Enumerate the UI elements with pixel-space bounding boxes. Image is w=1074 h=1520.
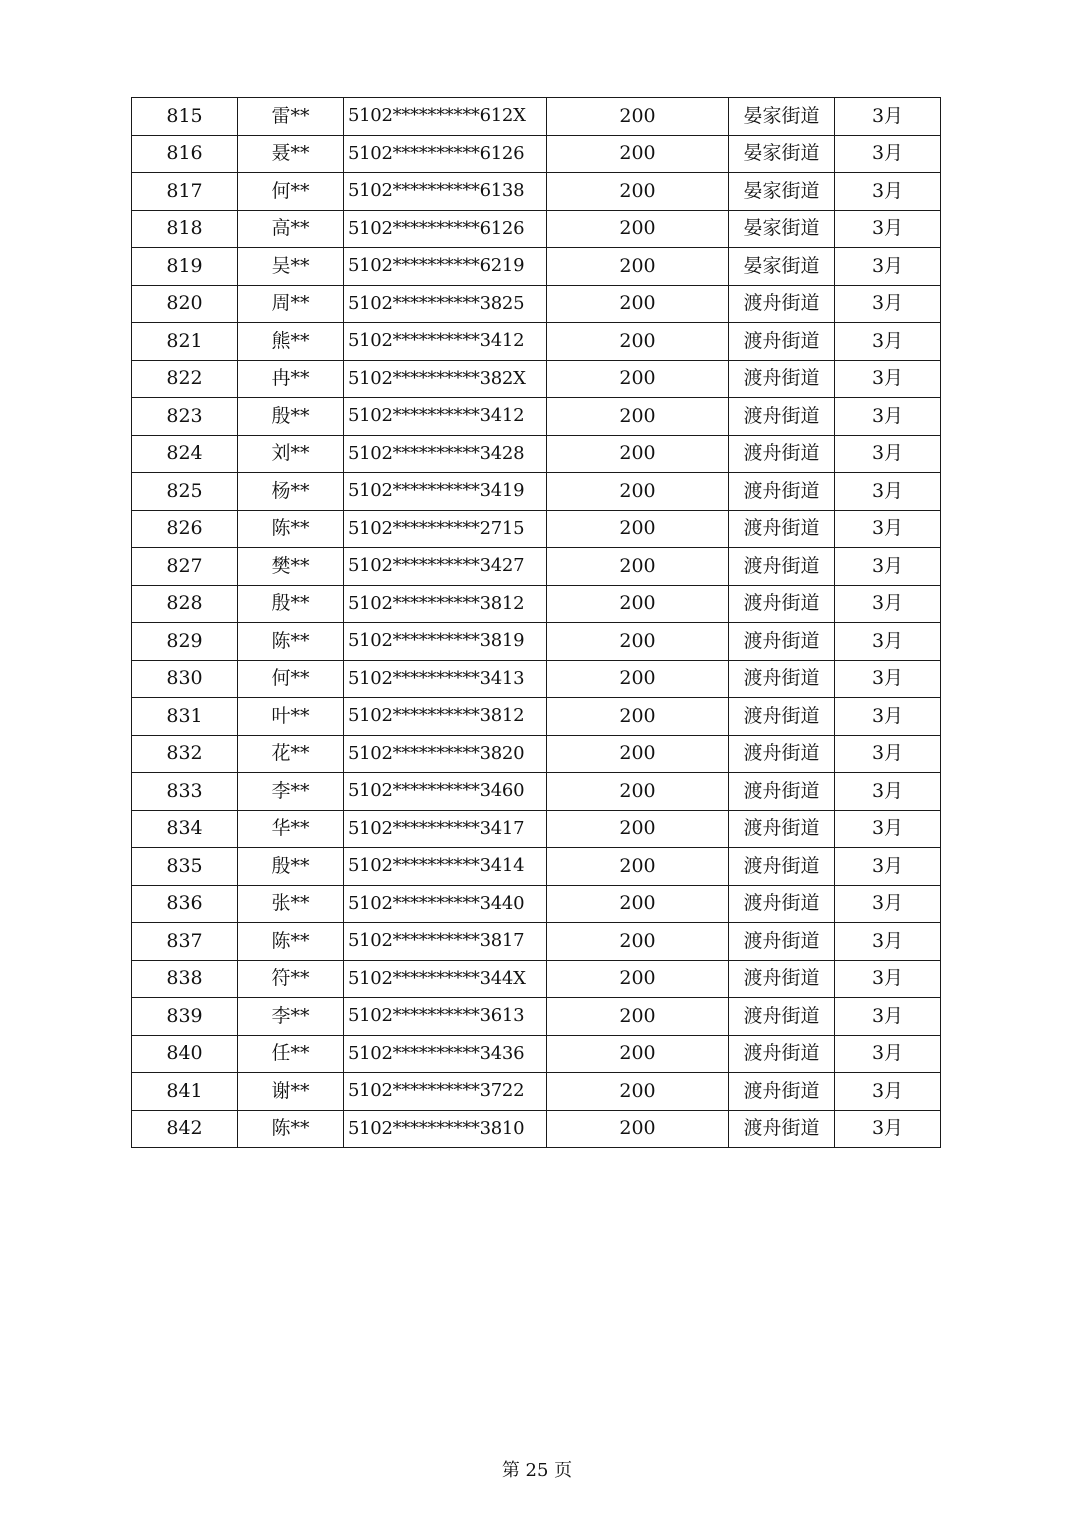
cell-street: 渡舟街道 xyxy=(729,548,835,586)
cell-name: 周** xyxy=(238,285,344,323)
cell-street: 渡舟街道 xyxy=(729,323,835,361)
table-row xyxy=(132,810,941,848)
cell-id-number: 5102**********6138 xyxy=(344,173,547,211)
cell-amount: 200 xyxy=(547,435,729,473)
cell-amount: 200 xyxy=(547,510,729,548)
table-row xyxy=(132,660,941,698)
cell-id-number: 5102**********3613 xyxy=(344,998,547,1036)
table-row xyxy=(132,210,941,248)
cell-street: 渡舟街道 xyxy=(729,848,835,886)
cell-amount: 200 xyxy=(547,1110,729,1148)
cell-street: 晏家街道 xyxy=(729,98,835,136)
cell-street: 渡舟街道 xyxy=(729,360,835,398)
cell-id-number: 5102**********3417 xyxy=(344,810,547,848)
cell-id-number: 5102**********3825 xyxy=(344,285,547,323)
cell-street: 渡舟街道 xyxy=(729,398,835,436)
cell-id-number: 5102**********3810 xyxy=(344,1110,547,1148)
cell-id-number: 5102**********3412 xyxy=(344,323,547,361)
cell-name: 符** xyxy=(238,960,344,998)
cell-serial-number: 824 xyxy=(132,435,238,473)
cell-street: 渡舟街道 xyxy=(729,510,835,548)
table-row xyxy=(132,960,941,998)
cell-amount: 200 xyxy=(547,360,729,398)
cell-name: 任** xyxy=(238,1035,344,1073)
cell-name: 高** xyxy=(238,210,344,248)
cell-serial-number: 827 xyxy=(132,548,238,586)
table-row xyxy=(132,248,941,286)
cell-name: 张** xyxy=(238,885,344,923)
cell-name: 李** xyxy=(238,773,344,811)
cell-street: 渡舟街道 xyxy=(729,735,835,773)
cell-id-number: 5102**********3413 xyxy=(344,660,547,698)
table-row xyxy=(132,135,941,173)
cell-street: 渡舟街道 xyxy=(729,660,835,698)
cell-id-number: 5102**********3436 xyxy=(344,1035,547,1073)
cell-month: 3月 xyxy=(835,660,941,698)
table-row xyxy=(132,360,941,398)
cell-amount: 200 xyxy=(547,773,729,811)
cell-id-number: 5102**********6126 xyxy=(344,210,547,248)
cell-serial-number: 839 xyxy=(132,998,238,1036)
cell-id-number: 5102**********3460 xyxy=(344,773,547,811)
cell-month: 3月 xyxy=(835,473,941,511)
table-row xyxy=(132,98,941,136)
cell-month: 3月 xyxy=(835,1073,941,1111)
cell-serial-number: 840 xyxy=(132,1035,238,1073)
cell-amount: 200 xyxy=(547,473,729,511)
cell-amount: 200 xyxy=(547,623,729,661)
table-row xyxy=(132,398,941,436)
cell-month: 3月 xyxy=(835,773,941,811)
cell-street: 渡舟街道 xyxy=(729,923,835,961)
cell-street: 渡舟街道 xyxy=(729,1110,835,1148)
cell-id-number: 5102**********6219 xyxy=(344,248,547,286)
data-table xyxy=(131,97,941,1148)
cell-serial-number: 841 xyxy=(132,1073,238,1111)
cell-street: 渡舟街道 xyxy=(729,585,835,623)
cell-serial-number: 820 xyxy=(132,285,238,323)
cell-amount: 200 xyxy=(547,960,729,998)
table-row xyxy=(132,773,941,811)
cell-street: 渡舟街道 xyxy=(729,623,835,661)
table-row xyxy=(132,1110,941,1148)
cell-amount: 200 xyxy=(547,698,729,736)
cell-amount: 200 xyxy=(547,885,729,923)
cell-amount: 200 xyxy=(547,735,729,773)
table-row xyxy=(132,510,941,548)
cell-month: 3月 xyxy=(835,248,941,286)
cell-serial-number: 816 xyxy=(132,135,238,173)
cell-serial-number: 831 xyxy=(132,698,238,736)
cell-amount: 200 xyxy=(547,173,729,211)
table-row xyxy=(132,473,941,511)
cell-month: 3月 xyxy=(835,98,941,136)
cell-street: 渡舟街道 xyxy=(729,473,835,511)
cell-amount: 200 xyxy=(547,998,729,1036)
cell-street: 渡舟街道 xyxy=(729,435,835,473)
cell-street: 晏家街道 xyxy=(729,173,835,211)
cell-month: 3月 xyxy=(835,548,941,586)
cell-serial-number: 838 xyxy=(132,960,238,998)
cell-month: 3月 xyxy=(835,1110,941,1148)
cell-name: 陈** xyxy=(238,623,344,661)
cell-id-number: 5102**********3419 xyxy=(344,473,547,511)
cell-id-number: 5102**********2715 xyxy=(344,510,547,548)
cell-id-number: 5102**********3812 xyxy=(344,585,547,623)
cell-month: 3月 xyxy=(835,810,941,848)
table-row xyxy=(132,698,941,736)
cell-amount: 200 xyxy=(547,1073,729,1111)
cell-street: 渡舟街道 xyxy=(729,285,835,323)
cell-amount: 200 xyxy=(547,248,729,286)
cell-name: 李** xyxy=(238,998,344,1036)
cell-name: 吴** xyxy=(238,248,344,286)
cell-name: 雷** xyxy=(238,98,344,136)
cell-street: 渡舟街道 xyxy=(729,960,835,998)
table-body xyxy=(132,98,941,1148)
cell-amount: 200 xyxy=(547,1035,729,1073)
cell-month: 3月 xyxy=(835,885,941,923)
cell-name: 冉** xyxy=(238,360,344,398)
cell-month: 3月 xyxy=(835,698,941,736)
cell-month: 3月 xyxy=(835,585,941,623)
cell-id-number: 5102**********3440 xyxy=(344,885,547,923)
cell-serial-number: 829 xyxy=(132,623,238,661)
page-number: 第 25 页 xyxy=(501,1460,573,1481)
table-row xyxy=(132,173,941,211)
cell-street: 渡舟街道 xyxy=(729,1035,835,1073)
cell-name: 殷** xyxy=(238,848,344,886)
cell-id-number: 5102**********3427 xyxy=(344,548,547,586)
cell-serial-number: 828 xyxy=(132,585,238,623)
cell-street: 渡舟街道 xyxy=(729,810,835,848)
cell-name: 樊** xyxy=(238,548,344,586)
cell-id-number: 5102**********382X xyxy=(344,360,547,398)
cell-amount: 200 xyxy=(547,285,729,323)
cell-serial-number: 825 xyxy=(132,473,238,511)
cell-serial-number: 832 xyxy=(132,735,238,773)
cell-street: 渡舟街道 xyxy=(729,698,835,736)
cell-serial-number: 830 xyxy=(132,660,238,698)
cell-name: 殷** xyxy=(238,398,344,436)
cell-street: 渡舟街道 xyxy=(729,773,835,811)
cell-name: 杨** xyxy=(238,473,344,511)
cell-month: 3月 xyxy=(835,998,941,1036)
cell-amount: 200 xyxy=(547,210,729,248)
cell-name: 何** xyxy=(238,660,344,698)
cell-amount: 200 xyxy=(547,398,729,436)
cell-name: 花** xyxy=(238,735,344,773)
cell-serial-number: 836 xyxy=(132,885,238,923)
cell-month: 3月 xyxy=(835,323,941,361)
table-row xyxy=(132,848,941,886)
cell-month: 3月 xyxy=(835,398,941,436)
cell-id-number: 5102**********3820 xyxy=(344,735,547,773)
cell-name: 谢** xyxy=(238,1073,344,1111)
table-row xyxy=(132,1073,941,1111)
cell-name: 陈** xyxy=(238,510,344,548)
cell-street: 晏家街道 xyxy=(729,248,835,286)
cell-month: 3月 xyxy=(835,435,941,473)
cell-serial-number: 818 xyxy=(132,210,238,248)
table-row xyxy=(132,735,941,773)
cell-serial-number: 815 xyxy=(132,98,238,136)
cell-name: 陈** xyxy=(238,1110,344,1148)
cell-id-number: 5102**********3819 xyxy=(344,623,547,661)
cell-month: 3月 xyxy=(835,1035,941,1073)
cell-month: 3月 xyxy=(835,285,941,323)
cell-amount: 200 xyxy=(547,98,729,136)
cell-month: 3月 xyxy=(835,360,941,398)
cell-id-number: 5102**********6126 xyxy=(344,135,547,173)
cell-amount: 200 xyxy=(547,135,729,173)
cell-month: 3月 xyxy=(835,623,941,661)
cell-street: 晏家街道 xyxy=(729,135,835,173)
cell-amount: 200 xyxy=(547,660,729,698)
table-row xyxy=(132,585,941,623)
cell-street: 渡舟街道 xyxy=(729,1073,835,1111)
cell-name: 聂** xyxy=(238,135,344,173)
cell-serial-number: 823 xyxy=(132,398,238,436)
cell-serial-number: 842 xyxy=(132,1110,238,1148)
cell-serial-number: 821 xyxy=(132,323,238,361)
cell-month: 3月 xyxy=(835,735,941,773)
cell-amount: 200 xyxy=(547,810,729,848)
cell-name: 叶** xyxy=(238,698,344,736)
cell-id-number: 5102**********3428 xyxy=(344,435,547,473)
cell-amount: 200 xyxy=(547,585,729,623)
cell-id-number: 5102**********344X xyxy=(344,960,547,998)
cell-amount: 200 xyxy=(547,548,729,586)
cell-name: 陈** xyxy=(238,923,344,961)
cell-street: 渡舟街道 xyxy=(729,885,835,923)
table-row xyxy=(132,998,941,1036)
table-row xyxy=(132,923,941,961)
table-row xyxy=(132,623,941,661)
cell-id-number: 5102**********3812 xyxy=(344,698,547,736)
table-row xyxy=(132,435,941,473)
cell-serial-number: 835 xyxy=(132,848,238,886)
cell-month: 3月 xyxy=(835,510,941,548)
cell-serial-number: 826 xyxy=(132,510,238,548)
cell-name: 殷** xyxy=(238,585,344,623)
cell-amount: 200 xyxy=(547,923,729,961)
cell-amount: 200 xyxy=(547,848,729,886)
cell-name: 刘** xyxy=(238,435,344,473)
table-row xyxy=(132,285,941,323)
cell-month: 3月 xyxy=(835,173,941,211)
cell-month: 3月 xyxy=(835,210,941,248)
cell-serial-number: 834 xyxy=(132,810,238,848)
cell-month: 3月 xyxy=(835,135,941,173)
cell-month: 3月 xyxy=(835,848,941,886)
cell-serial-number: 817 xyxy=(132,173,238,211)
cell-id-number: 5102**********612X xyxy=(344,98,547,136)
table-row xyxy=(132,1035,941,1073)
cell-id-number: 5102**********3817 xyxy=(344,923,547,961)
table-row xyxy=(132,548,941,586)
cell-id-number: 5102**********3412 xyxy=(344,398,547,436)
cell-id-number: 5102**********3722 xyxy=(344,1073,547,1111)
cell-serial-number: 819 xyxy=(132,248,238,286)
cell-amount: 200 xyxy=(547,323,729,361)
cell-serial-number: 822 xyxy=(132,360,238,398)
cell-serial-number: 833 xyxy=(132,773,238,811)
cell-street: 晏家街道 xyxy=(729,210,835,248)
table-row xyxy=(132,885,941,923)
cell-street: 渡舟街道 xyxy=(729,998,835,1036)
cell-name: 华** xyxy=(238,810,344,848)
cell-id-number: 5102**********3414 xyxy=(344,848,547,886)
cell-serial-number: 837 xyxy=(132,923,238,961)
cell-name: 何** xyxy=(238,173,344,211)
cell-month: 3月 xyxy=(835,960,941,998)
cell-month: 3月 xyxy=(835,923,941,961)
table-row xyxy=(132,323,941,361)
cell-name: 熊** xyxy=(238,323,344,361)
